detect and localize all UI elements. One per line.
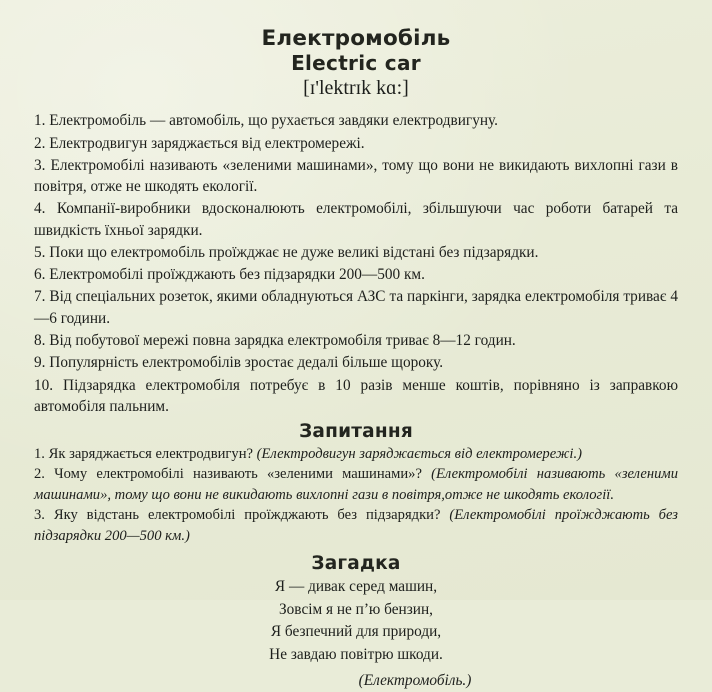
answer-text: (Електромобілі називають «зеленими машинами», тому що вони не викидають вихлопні гази в повітря,отже не шкодять екології. [34,466,678,503]
fact-item: 8. Від побутової мережі повна зарядка електромобіля триває 8—12 годин. [34,332,516,350]
title-block [34,26,678,101]
answer-text: (Електродвигун заряджається від електромережі.) [256,445,582,462]
answer-text: (Електромобілі проїжджають без підзарядки 200—500 км.) [34,507,679,544]
question-text: 3. Яку відстань електромобілі проїжджають без підзарядки? [34,507,450,524]
riddle-heading: Загадка [311,552,401,574]
riddle-lines [34,576,678,667]
fact-item: 1. Електромобіль — автомобіль, що рухається завдяки електродвигуну. [34,112,498,130]
page-title-ipa: [ɪ'lektrɪk kɑ:] [303,77,409,100]
fact-item: 2. Електродвигун заряджається від електромережі. [34,134,365,152]
question-item [34,464,678,505]
fact-item: 5. Поки що електромобіль проїжджає не дуже великі відстані без підзарядки. [34,244,539,262]
fact-item: 10. Підзарядка електромобіля потребує в 10 разів менше коштів, порівняно із заправкою автомобіля пальним. [34,376,678,416]
fact-item: 7. Від спеціальних розеток, якими обладнуються АЗС та паркінги, зарядка електромобіля триває 4—6 години. [34,288,678,328]
fact-item: 6. Електромобілі проїжджають без підзарядки 200—500 км. [34,266,425,284]
questions-heading: Запитання [299,420,413,442]
facts-list [34,110,678,417]
riddle-line: Я безпечний для природи, [270,623,442,641]
question-item [34,444,678,464]
question-text: 2. Чому електромобілі називають «зеленими машинами»? [34,466,432,483]
riddle-line: Зовсім я не п’ю бензин, [279,600,433,618]
fact-item: 9. Популярність електромобілів зростає дедалі більше щороку. [34,354,444,372]
question-item [34,505,678,546]
riddle-line: Не завдаю повітрю шкоди. [269,645,443,663]
fact-item: 3. Електромобілі називають «зеленими машинами», тому що вони не викидають вихлопні гази в повітря, отже не шкодять екології. [34,156,678,196]
questions-list [34,444,678,546]
page-title-english: Electric car [291,51,421,76]
fact-item: 4. Компанії-виробники вдосконалюють електромобілі, збільшуючи час роботи батарей та швидкість їхньої зарядки. [34,200,678,240]
page-title-ukrainian: Електромобіль [261,26,451,51]
question-text: 1. Як заряджається електродвигун? [34,445,257,462]
riddle-answer: (Електромобіль.) [358,672,472,690]
riddle-line: Я — дивак серед машин, [274,577,438,595]
